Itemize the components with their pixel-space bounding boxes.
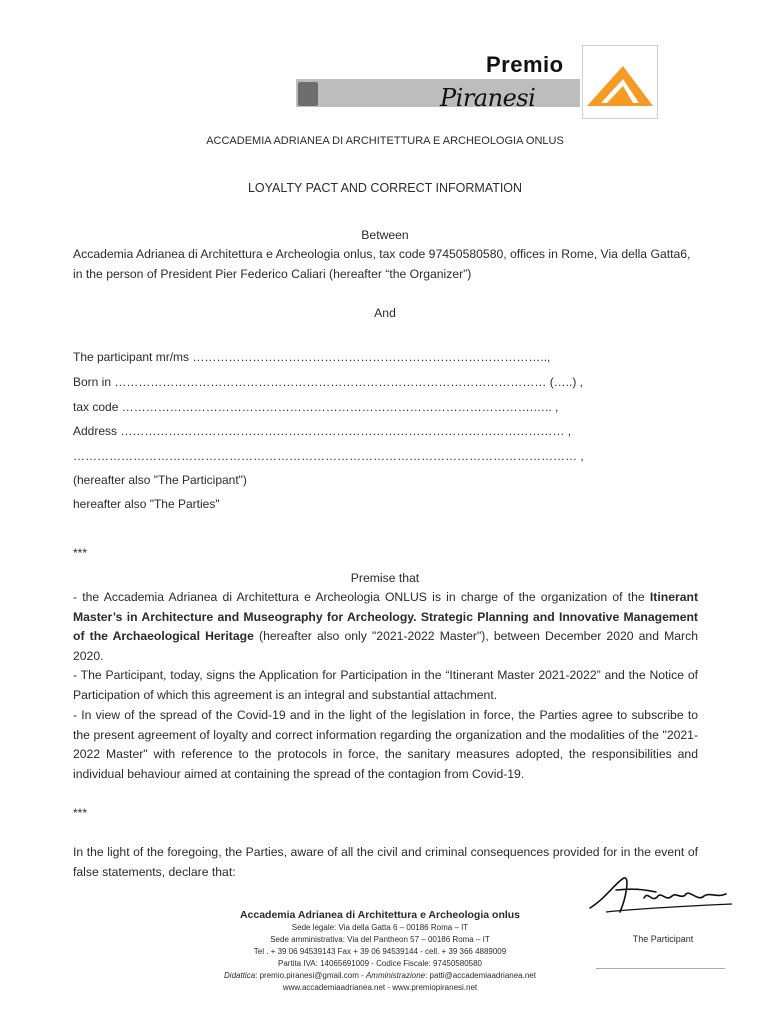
premise-paragraph-2: - The Participant, today, signs the Application for Participation in the “Itinerant Master 2021-2022” and the Notice of Participation of which this agreement is an integral and substantial attachment.	[73, 668, 698, 702]
separator-stars: ***	[73, 546, 88, 560]
parties-definition: hereafter also "The Parties"	[73, 497, 220, 511]
between-label: Between	[361, 228, 409, 242]
logo-statue-image	[298, 82, 318, 106]
premise-paragraph-3: - In view of the spread of the Covid-19 and in the light of the legislation in force, the Parties agree to subscribe to the present agreement of loyalty and correct information regarding the organization and the modalities of the "2021-2022 Master" with reference to the protocols in force, the sanitary measures adopted, the responsibilities and individual behaviour aimed at containing the spread of the contagion from Covid-19.	[73, 708, 698, 781]
organizer-paragraph: Accademia Adrianea di Architettura e Archeologia onlus, tax code 97450580580, offices in Rome, Via della Gatta6, in the person of President Pier Federico Caliari (hereafter “the Organizer”)	[73, 247, 691, 281]
academy-heading: ACCADEMIA ADRIANEA DI ARCHITETTURA E ARCHEOLOGIA ONLUS	[206, 135, 564, 147]
participant-definition: (hereafter also "The Participant")	[73, 473, 247, 487]
logo-triangle-icon	[582, 45, 658, 119]
logo-word-premio: Premio	[486, 52, 564, 77]
logo-band	[296, 79, 580, 107]
participant-name-field[interactable]: The participant mr/ms ……………………………………………………………………………..,	[73, 350, 551, 364]
signature-image	[586, 868, 736, 924]
footer-vat: Partita IVA: 14065691009 - Codice Fiscale: 97450580580	[278, 959, 482, 968]
premise-1-end: (hereafter also only "2021-2022 Master"), between December 2020 and March 2020.	[73, 629, 698, 663]
footer-admin-seat: Sede amministrativa: Via del Pantheon 57 – 00186 Roma – IT	[270, 935, 490, 944]
tax-code-field[interactable]: tax code ………………………………………………………………………………………….….. ,	[73, 400, 559, 414]
and-label: And	[374, 306, 396, 320]
didattica-label: Didattica	[224, 971, 256, 980]
logo-word-piranesi: Piranesi	[440, 84, 536, 112]
didattica-email-link[interactable]: : premio.piranesi@gmail.com -	[255, 971, 366, 980]
footer-websites-link[interactable]: www.accademiaadrianea.net - www.premiopiranesi.net	[282, 983, 478, 992]
admin-email-link[interactable]: : patti@accademiaadrianea.net	[425, 971, 536, 980]
premise-1-text: - the Accademia Adrianea di Architettura e Archeologia ONLUS is in charge of the organization of the	[73, 590, 650, 604]
premise-heading: Premise that	[350, 571, 420, 585]
birthplace-field[interactable]: Born in ……………………………………………………………………………………………… (…..) ,	[73, 375, 584, 389]
address-field[interactable]: Address ………………………………………………………………………………………………… ,	[73, 424, 572, 438]
footer-emails	[190, 971, 570, 982]
participant-signature-label: The Participant	[632, 934, 694, 944]
footer-legal-seat: Sede legale: Via della Gatta 6 – 00186 Roma – IT	[291, 923, 469, 932]
footer-org-name: Accademia Adrianea di Architettura e Archeologia onlus	[239, 909, 521, 921]
document-title: LOYALTY PACT AND CORRECT INFORMATION	[247, 181, 523, 195]
address-extra-field[interactable]: ……………………………………………………………………………………………………………… ,	[73, 449, 584, 463]
master-title: Itinerant Master’s in Architecture and Museography for Archeology. Strategic Planning and Innovative Management of the Archaeological Heritage	[73, 590, 698, 643]
participant-signature-line[interactable]: ________________________________	[596, 959, 725, 969]
separator-stars: ***	[73, 806, 88, 820]
declaration-paragraph: In the light of the foregoing, the Parties, aware of all the civil and criminal consequences provided for in the event of false statements, declare that:	[73, 845, 698, 879]
footer-phones: Tel . + 39 06 94539143 Fax + 39 06 94539144 - cell. + 39 366 4889009	[253, 947, 507, 956]
admin-label: Amministrazione	[365, 971, 426, 980]
premise-paragraph-1	[73, 588, 698, 666]
